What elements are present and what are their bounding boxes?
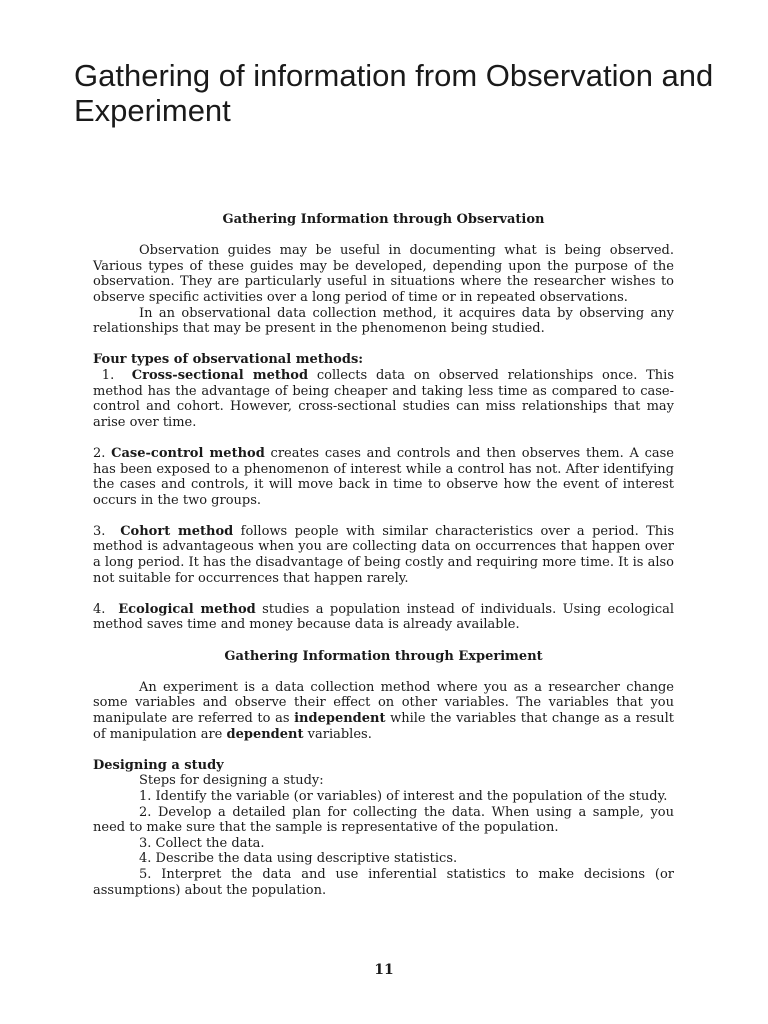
- method-name: Cross-sectional method: [131, 367, 309, 383]
- document-body: [93, 212, 674, 898]
- method-description: creates cases and controls and then observes them. A case has been exposed to a phenomenon of interest while a control has not. After identifying the cases and controls, it will move back in time to observe how the event of interest occurs in the two groups.: [93, 445, 674, 508]
- method-name: Cohort method: [120, 523, 234, 539]
- design-step: 4. Describe the data using descriptive statistics.: [139, 851, 458, 867]
- document-title: Gathering of information from Observation and Experiment: [74, 58, 714, 128]
- independent-term: independent: [294, 711, 386, 726]
- method-description: studies a population instead of individuals. Using ecological method saves time and money because data is already available.: [93, 601, 675, 633]
- design-intro: Steps for designing a study:: [139, 773, 324, 789]
- method-item-ecological: 4. Ecological method studies a population instead of individuals. Using ecological method saves time and money because data is already available.: [93, 601, 675, 633]
- dependent-term: dependent: [226, 726, 304, 742]
- experiment-paragraph: An experiment is a data collection method where you as a researcher change some variables and observe their effect on other variables. The variables that you manipulate are referred to as independent while the variables that change as a result of manipulation are dependent variables.: [93, 679, 674, 742]
- method-name: Case-control method: [111, 445, 265, 461]
- observation-paragraph-2: In an observational data collection method, it acquires data by observing any relationships that may be present in the phenomenon being studied.: [93, 305, 674, 337]
- design-step: 2. Develop a detailed plan for collecting the data. When using a sample, you need to make sure that the sample is representative of the population.: [93, 804, 674, 836]
- page-number: 11: [374, 962, 394, 978]
- design-step: 3. Collect the data.: [139, 835, 265, 851]
- method-description: collects data on observed relationships once. This method has the advantage of being cheaper and taking less time as compared to case-control and cohort. However, cross-sectional studies can miss relationships that may arise over time.: [93, 367, 674, 430]
- method-item-cohort: 3. Cohort method follows people with similar characteristics over a period. This method is advantageous when you are collecting data on occurrences that happen over a long period. It has the disadvantage of being costly and requiring more time. It is also not suitable for occurrences that happen rarely.: [93, 523, 675, 586]
- method-description: follows people with similar characteristics over a period. This method is advantageous when you are collecting data on occurrences that happen over a long period. It has the disadvantage of being costly and requiring more time. It is also not suitable for occurrences that happen rarely.: [93, 523, 675, 586]
- design-heading: Designing a study: [93, 757, 224, 773]
- observation-heading: Gathering Information through Observation: [222, 212, 545, 227]
- observation-paragraph-1: Observation guides may be useful in documenting what is being observed. Various types of these guides may be developed, depending upon the purpose of the observation. They are particularly useful in situations where the researcher wishes to observe specific activities over a long period of time or in repeated observations.: [93, 243, 674, 305]
- design-step: 5. Interpret the data and use inferential statistics to make decisions (or assumptions) about the population.: [93, 866, 674, 898]
- design-step: 1. Identify the variable (or variables) of interest and the population of the study.: [139, 788, 668, 804]
- method-name: Ecological method: [118, 601, 256, 617]
- method-item-cross-sectional: 1. Cross-sectional method collects data on observed relationships once. This method has the advantage of being cheaper and taking less time as compared to case-control and cohort. However, cross-sectional studies can miss relationships that may arise over time.: [93, 367, 674, 430]
- experiment-heading: Gathering Information through Experiment: [224, 648, 543, 664]
- observation-types-heading: Four types of observational methods:: [93, 352, 364, 368]
- method-item-case-control: 2. Case-control method creates cases and controls and then observes them. A case has been exposed to a phenomenon of interest while a control has not. After identifying the cases and controls, it will move back in time to observe how the event of interest occurs in the two groups.: [93, 445, 674, 508]
